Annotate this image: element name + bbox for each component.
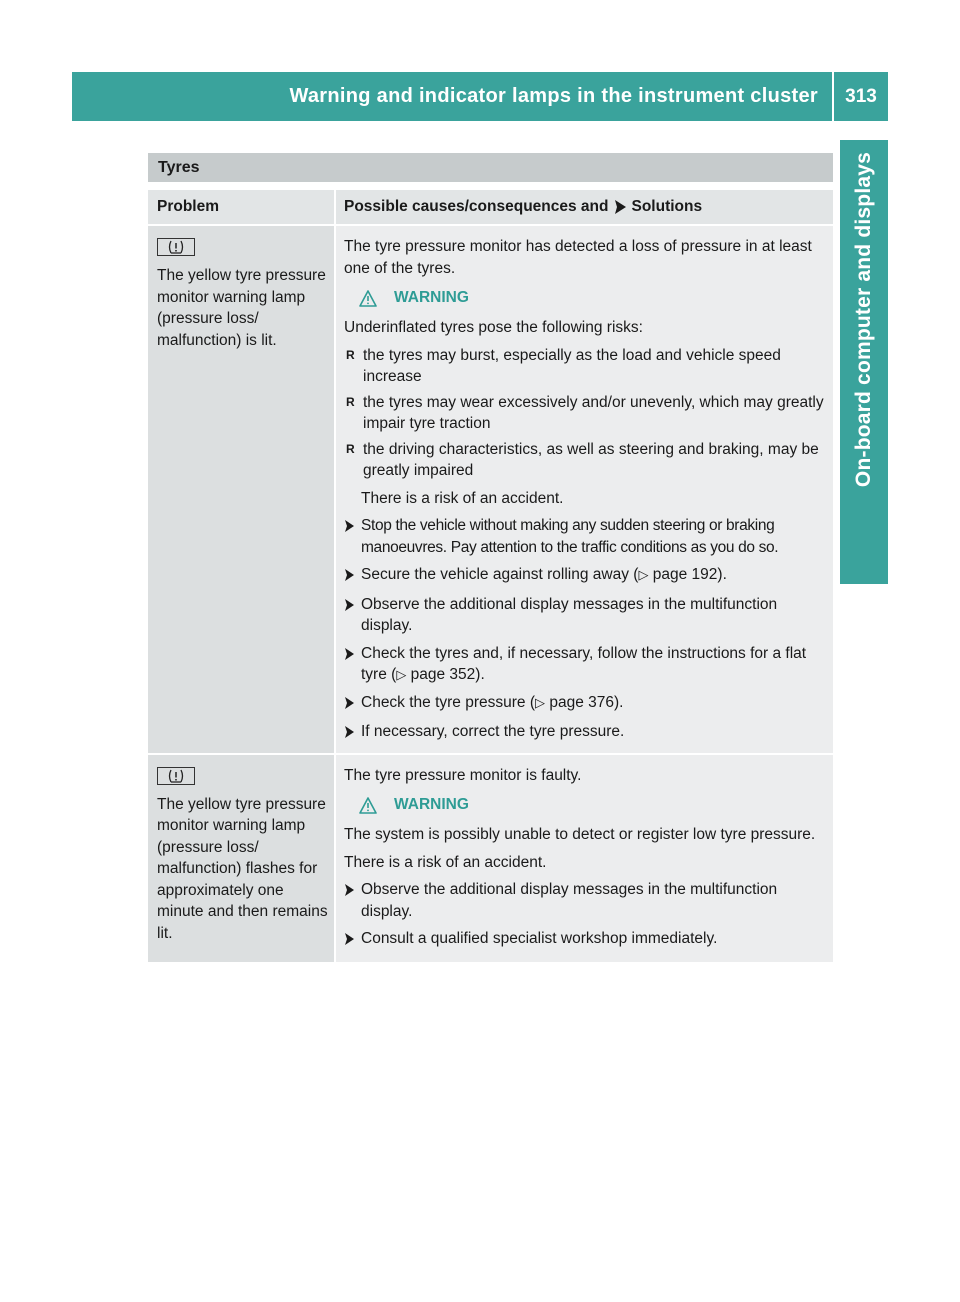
action-step: Secure the vehicle against rolling away (▷ page 192). (344, 564, 827, 588)
chapter-tab-label: On-board computer and displays (852, 152, 875, 488)
table-title: Tyres (148, 153, 833, 182)
warning-notice (344, 792, 827, 818)
warning-label: WARNING (394, 289, 469, 306)
accident-note: There is a risk of an accident. (361, 489, 564, 507)
action-arrow-icon (344, 569, 355, 581)
problem-cell (148, 226, 334, 753)
page-ref-icon: ▷ (638, 567, 649, 582)
table-header-row (148, 190, 833, 224)
action-arrow-icon (344, 520, 355, 532)
problem-cell (148, 755, 334, 962)
tyres-table (148, 153, 833, 962)
solution-cell (336, 226, 833, 753)
action-arrow-icon (344, 884, 355, 896)
action-step: Observe the additional display messages in the multifunction display. (344, 879, 827, 922)
section-title: Warning and indicator lamps in the instrument cluster (289, 85, 818, 107)
page-number: 313 (845, 85, 877, 107)
action-step: If necessary, correct the tyre pressure. (344, 721, 827, 745)
problem-column-header: Problem (148, 190, 334, 224)
page-ref-icon: ▷ (396, 667, 407, 682)
solution-header-prefix: Possible causes/consequences and (344, 198, 609, 215)
page-reference[interactable]: page 376 (549, 693, 614, 711)
solution-column-header (336, 190, 833, 224)
table-row (148, 753, 833, 962)
cause-text: The tyre pressure monitor has detected a loss of pressure in at least one of the tyres. (344, 238, 812, 277)
page-reference[interactable]: page 192 (652, 566, 718, 583)
cause-text: The tyre pressure monitor is faulty. (344, 766, 582, 784)
solution-cell (336, 755, 833, 962)
tyre-pressure-warning-icon (157, 767, 195, 785)
table-row (148, 224, 833, 753)
action-arrow-icon (344, 933, 355, 945)
warning-triangle-icon (356, 290, 380, 307)
action-arrow-icon (344, 726, 355, 738)
action-step: Consult a qualified specialist workshop immediately. (344, 928, 827, 952)
list-item: R the tyres may burst, especially as the load and vehicle speed increase (346, 346, 781, 385)
action-arrow-icon (614, 200, 627, 214)
risk-intro: The system is possibly unable to detect or register low tyre pressure. (344, 826, 816, 843)
problem-text: The yellow tyre pressure monitor warning lamp (pressure loss/ malfunction) flashes for approximately one minute and then remains lit. (157, 795, 328, 942)
warning-label: WARNING (394, 796, 469, 813)
action-step: Observe the additional display messages in the multifunction display. (344, 594, 827, 637)
action-arrow-icon (344, 648, 355, 660)
warning-triangle-icon (356, 797, 380, 814)
action-step: Stop the vehicle without making any sudden steering or braking manoeuvres. Pay attention to the traffic conditions as you do so. (344, 515, 827, 558)
accident-note: There is a risk of an accident. (344, 853, 547, 871)
action-step: Check the tyres and, if necessary, follow the instructions for a flat tyre (▷ page 352). (344, 643, 827, 686)
problem-text: The yellow tyre pressure monitor warning lamp (pressure loss/ malfunction) is lit. (157, 267, 326, 349)
action-arrow-icon (344, 697, 355, 709)
page-ref-icon: ▷ (535, 694, 546, 710)
solution-header-suffix: Solutions (631, 198, 703, 215)
action-arrow-icon (344, 599, 355, 611)
page-header (72, 72, 888, 121)
action-step: Check the tyre pressure (▷ page 376). (344, 692, 827, 716)
risk-intro: Underinflated tyres pose the following risks: (344, 319, 643, 336)
warning-notice (344, 285, 827, 311)
chapter-tab-label-box (842, 140, 886, 500)
list-item: R the driving characteristics, as well as steering and braking, may be greatly impaired (346, 440, 819, 479)
list-item: R the tyres may wear excessively and/or unevenly, which may greatly impair tyre traction (346, 393, 824, 432)
page-reference[interactable]: page 352 (410, 666, 476, 683)
tyre-pressure-warning-icon (157, 238, 195, 256)
